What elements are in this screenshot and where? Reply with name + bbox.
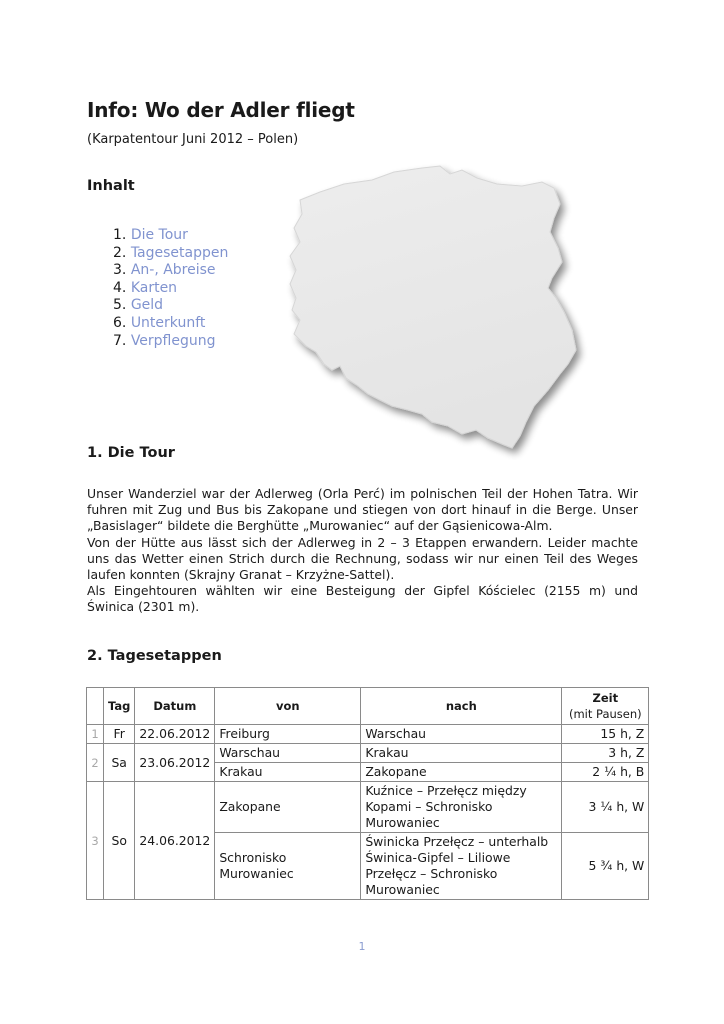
table-row [87, 782, 649, 833]
cell-zeit: 15 h, Z [562, 725, 649, 744]
row-index: 3 [87, 782, 104, 900]
tour-paragraph [87, 486, 638, 616]
paragraph-text: Unser Wanderziel war der Adlerweg (Orla Perć) im polnischen Teil der Hohen Tatra. Wir fuhren mit Zug und Bus bis Zakopane und stiegen von dort hinauf in die Berge. Unser „Basislager“ bildete die Berghütte „Murowaniec“ auf der Gąsienicowa-Alm. [87, 486, 638, 534]
document-title: Info: Wo der Adler fliegt [87, 98, 355, 122]
table-header-row [87, 688, 649, 725]
paragraph-text: Von der Hütte aus lässt sich der Adlerweg in 2 – 3 Etappen erwandern. Leider machte uns das Wetter einen Strich durch die Rechnung, sodass wir nur einen Teil des Weges laufen konnten (Skrajny Granat – Krzyżne-Sattel). [87, 534, 638, 583]
cell-zeit: 2 ¼ h, B [562, 763, 649, 782]
toc-link[interactable]: Geld [130, 297, 164, 314]
toc-item[interactable]: 6. Unterkunft [113, 314, 206, 331]
stages-table [86, 687, 649, 900]
cell-zeit: 5 ¾ h, W [562, 833, 649, 900]
cell-von: Krakau [215, 763, 361, 782]
toc-item[interactable]: 5. Geld [113, 297, 164, 314]
toc-link[interactable]: Die Tour [130, 227, 188, 243]
cell-tag: So [104, 782, 135, 900]
cell-nach: Świnicka Przełęcz – unterhalb Świnica-Gipfel – Liliowe Przełęcz – Schronisko Murowaniec [361, 833, 562, 900]
toc-link[interactable]: Verpflegung [130, 332, 216, 349]
row-index: 1 [87, 725, 104, 744]
row-index: 2 [87, 744, 104, 782]
cell-tag: Fr [104, 725, 135, 744]
table-row [87, 744, 649, 763]
cell-nach: Zakopane [361, 763, 562, 782]
toc-item[interactable]: 2. Tagesetappen [113, 244, 229, 261]
toc-list [113, 227, 228, 350]
cell-zeit: 3 h, Z [562, 744, 649, 763]
toc-item[interactable]: 4. Karten [113, 279, 178, 296]
toc-item[interactable]: 3. An-, Abreise [113, 262, 216, 279]
col-header-von: von [215, 688, 361, 725]
cell-datum: 22.06.2012 [135, 725, 215, 744]
toc-link[interactable]: An-, Abreise [130, 262, 216, 279]
col-header-datum: Datum [135, 688, 215, 725]
col-header-nach: nach [361, 688, 562, 725]
cell-datum: 23.06.2012 [135, 744, 215, 782]
page-number: 1 [358, 940, 366, 953]
toc-link[interactable]: Karten [130, 279, 178, 296]
table-row [87, 725, 649, 744]
section-heading-stages: 2. Tagesetappen [87, 648, 222, 664]
col-header-index [87, 688, 104, 725]
col-header-zeit: Zeit (mit Pausen) [562, 688, 649, 725]
document-subtitle: (Karpatentour Juni 2012 – Polen) [87, 132, 299, 147]
col-header-tag: Tag [104, 688, 135, 725]
toc-heading: Inhalt [87, 178, 135, 194]
toc-item[interactable]: 7. Verpflegung [113, 332, 216, 349]
toc-link[interactable]: Tagesetappen [130, 244, 229, 261]
cell-von: Warschau [215, 744, 361, 763]
cell-von: Zakopane [215, 782, 361, 833]
cell-nach: Krakau [361, 744, 562, 763]
cell-nach: Kuźnice – Przełęcz między Kopami – Schronisko Murowaniec [361, 782, 562, 833]
page-bottom-margin [0, 903, 724, 943]
paragraph-text: Als Eingehtouren wählten wir eine Besteigung der Gipfel Kóścielec (2155 m) und Świnica (2301 m). [87, 583, 638, 615]
section-heading-tour: 1. Die Tour [87, 445, 175, 461]
toc-item[interactable]: 1. Die Tour [113, 227, 188, 243]
cell-datum: 24.06.2012 [135, 782, 215, 900]
cell-nach: Warschau [361, 725, 562, 744]
toc-link[interactable]: Unterkunft [130, 314, 206, 331]
poland-map-icon [272, 160, 602, 460]
cell-von: Freiburg [215, 725, 361, 744]
cell-von: Schronisko Murowaniec [215, 833, 361, 900]
cell-zeit: 3 ¼ h, W [562, 782, 649, 833]
cell-tag: Sa [104, 744, 135, 782]
